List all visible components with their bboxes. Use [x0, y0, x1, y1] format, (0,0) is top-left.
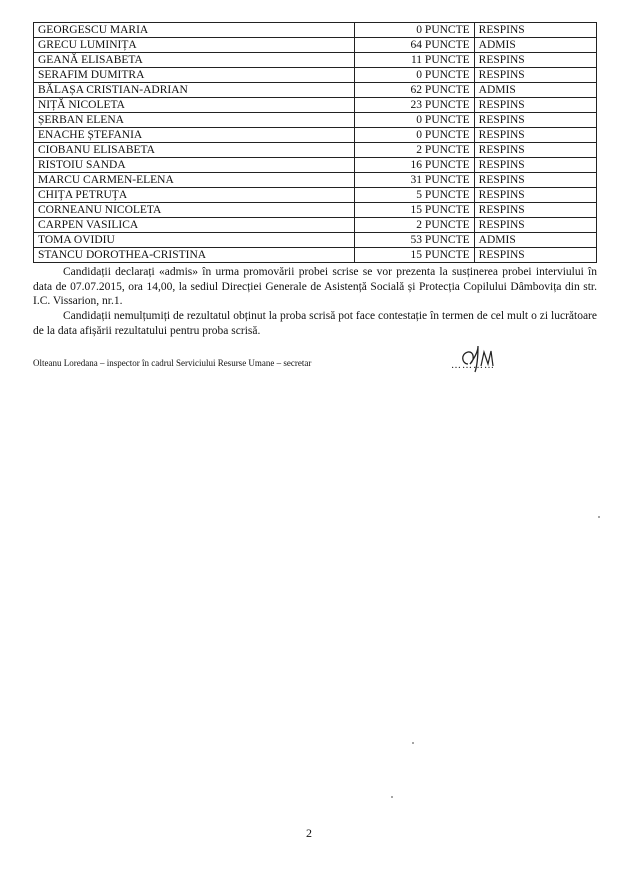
- appeal-note: Candidații nemulțumiți de rezultatul obținut la proba scrisă pot face contestație în termen de cel mult o zi lucrătoare de la data afișării rezultatului pentru proba scrisă.: [33, 310, 597, 337]
- status-cell: RESPINS: [474, 98, 596, 113]
- points-cell: 2 PUNCTE: [354, 143, 474, 158]
- points-cell: 11 PUNCTE: [354, 53, 474, 68]
- results-table-body: [34, 23, 597, 263]
- table-row: [34, 98, 597, 113]
- points-cell: 23 PUNCTE: [354, 98, 474, 113]
- points-cell: 0 PUNCTE: [354, 23, 474, 38]
- admitted-candidates-note: Candidații declarați «admis» în urma promovării probei scrise se vor prezenta la susținerea probei interviului în data de 07.07.2015, ora 14,00, la sediul Direcției Generale de Asistență Socială și Protecția Copilului Dâmbovița din str. I.C. Vissarion, nr.1.: [33, 266, 597, 307]
- points-cell: 53 PUNCTE: [354, 233, 474, 248]
- status-cell: RESPINS: [474, 188, 596, 203]
- candidate-name-cell: GEORGESCU MARIA: [34, 23, 355, 38]
- results-table: [33, 22, 597, 263]
- points-cell: 15 PUNCTE: [354, 203, 474, 218]
- candidate-name-cell: RISTOIU SANDA: [34, 158, 355, 173]
- candidate-name-cell: CARPEN VASILICA: [34, 218, 355, 233]
- candidate-name-cell: SERAFIM DUMITRA: [34, 68, 355, 83]
- status-cell: RESPINS: [474, 23, 596, 38]
- scan-speck: [412, 742, 414, 744]
- signature-dots: …………: [451, 360, 495, 371]
- status-cell: RESPINS: [474, 128, 596, 143]
- table-row: [34, 173, 597, 188]
- table-row: [34, 53, 597, 68]
- points-cell: 15 PUNCTE: [354, 248, 474, 263]
- table-row: [34, 23, 597, 38]
- candidate-name-cell: ENACHE ȘTEFANIA: [34, 128, 355, 143]
- points-cell: 2 PUNCTE: [354, 218, 474, 233]
- table-row: [34, 218, 597, 233]
- status-cell: ADMIS: [474, 83, 596, 98]
- candidate-name-cell: CHIȚA PETRUȚA: [34, 188, 355, 203]
- scan-speck: [598, 516, 600, 518]
- points-cell: 5 PUNCTE: [354, 188, 474, 203]
- status-cell: RESPINS: [474, 68, 596, 83]
- points-cell: 64 PUNCTE: [354, 38, 474, 53]
- table-row: [34, 128, 597, 143]
- table-row: [34, 158, 597, 173]
- table-row: [34, 143, 597, 158]
- table-row: [34, 233, 597, 248]
- status-cell: RESPINS: [474, 158, 596, 173]
- status-cell: ADMIS: [474, 38, 596, 53]
- scan-speck: [391, 796, 393, 798]
- page-number: 2: [306, 826, 312, 840]
- status-cell: RESPINS: [474, 218, 596, 233]
- status-cell: RESPINS: [474, 143, 596, 158]
- points-cell: 0 PUNCTE: [354, 68, 474, 83]
- candidate-name-cell: BĂLAȘA CRISTIAN-ADRIAN: [34, 83, 355, 98]
- table-row: [34, 38, 597, 53]
- status-cell: ADMIS: [474, 233, 596, 248]
- candidate-name-cell: NIȚĂ NICOLETA: [34, 98, 355, 113]
- points-cell: 0 PUNCTE: [354, 128, 474, 143]
- table-row: [34, 68, 597, 83]
- candidate-name-cell: ȘERBAN ELENA: [34, 113, 355, 128]
- table-row: [34, 203, 597, 218]
- table-row: [34, 188, 597, 203]
- status-cell: RESPINS: [474, 173, 596, 188]
- secretary-signature-line: Olteanu Loredana – inspector în cadrul Serviciului Resurse Umane – secretar: [33, 358, 312, 368]
- candidate-name-cell: GRECU LUMINIȚA: [34, 38, 355, 53]
- points-cell: 62 PUNCTE: [354, 83, 474, 98]
- points-cell: 31 PUNCTE: [354, 173, 474, 188]
- status-cell: RESPINS: [474, 203, 596, 218]
- candidate-name-cell: TOMA OVIDIU: [34, 233, 355, 248]
- status-cell: RESPINS: [474, 248, 596, 263]
- status-cell: RESPINS: [474, 113, 596, 128]
- candidate-name-cell: STANCU DOROTHEA-CRISTINA: [34, 248, 355, 263]
- candidate-name-cell: MARCU CARMEN-ELENA: [34, 173, 355, 188]
- status-cell: RESPINS: [474, 53, 596, 68]
- candidate-name-cell: CIOBANU ELISABETA: [34, 143, 355, 158]
- points-cell: 0 PUNCTE: [354, 113, 474, 128]
- table-row: [34, 248, 597, 263]
- table-row: [34, 83, 597, 98]
- candidate-name-cell: CORNEANU NICOLETA: [34, 203, 355, 218]
- table-row: [34, 113, 597, 128]
- points-cell: 16 PUNCTE: [354, 158, 474, 173]
- candidate-name-cell: GEANĂ ELISABETA: [34, 53, 355, 68]
